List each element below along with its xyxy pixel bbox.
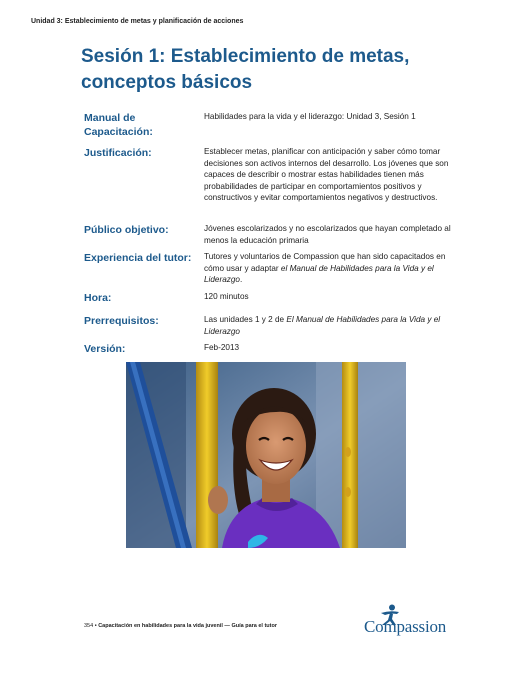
value-text: Las unidades 1 y 2 de (204, 315, 287, 324)
field-value (204, 314, 466, 337)
field-label: Versión: (84, 343, 126, 355)
field-label: Justificación: (84, 147, 152, 159)
field-label: Hora: (84, 292, 112, 304)
field-value: Habilidades para la vida y el liderazgo: Unidad 3, Sesión 1 (204, 112, 416, 121)
value-italic: el Manual de Habilidades para la Vida y el Liderazgo (204, 263, 434, 285)
field-label: Manual de Capacitación: (84, 112, 153, 138)
photo-illustration (126, 362, 406, 548)
field-value: Feb-2013 (204, 343, 240, 352)
page-number: 354 (84, 623, 94, 629)
footer-bullet: • (94, 623, 97, 629)
photo-smiling-girl (126, 362, 406, 548)
field-value: Establecer metas, planificar con anticipación y saber cómo tomar decisiones son activos internos del desarrollo. Los jóvenes que son capaces de describir o mostrar estas habilidades tienen más probabilidades de participar en comportamientos positivos y constructivos y evitar comportamientos negativos y destructivos. (204, 147, 449, 203)
field-label: Prerrequisitos: (84, 315, 159, 327)
field-value (204, 251, 466, 286)
field-label: Experiencia del tutor: (84, 252, 192, 264)
running-head: Unidad 3: Establecimiento de metas y planificación de acciones (31, 18, 244, 25)
page-title: Sesión 1: Establecimiento de metas, conceptos básicos (81, 46, 410, 93)
field-value: 120 minutos (204, 292, 249, 301)
field-label: Público objetivo: (84, 224, 169, 236)
page-footer (84, 623, 277, 629)
value-text: . (239, 275, 243, 285)
value-text: Tutores y voluntarios de Compassion que han sido capacitados en cómo usar y adaptar (204, 252, 446, 273)
compassion-logo (364, 604, 464, 640)
value-italic: El Manual de Habilidades para la Vida y el Liderazgo (204, 315, 441, 336)
footer-text: Capacitación en habilidades para la vida juvenil — Guía para el tutor (98, 623, 277, 629)
logo-text: Compassion (364, 617, 447, 636)
field-value: Jóvenes escolarizados y no escolarizados que hayan completado al menos la educación primaria (204, 224, 451, 245)
